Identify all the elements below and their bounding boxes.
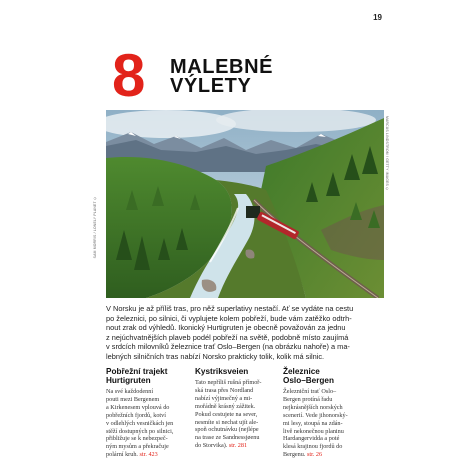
- column-hurtigruten: [106, 367, 186, 459]
- page-number: 19: [373, 13, 382, 22]
- photo-credit-left: SAM MORRIS / LONELY PLANET ©: [93, 196, 97, 259]
- body-line: Bergenu.: [283, 451, 306, 459]
- intro-line: nout zrak od výhledů. Ikonický Hurtigruten je obecně považován za jednu: [106, 323, 346, 333]
- body-line: Na své každodenní: [106, 388, 154, 395]
- body-line: Hardangervidda a poté: [283, 435, 340, 443]
- intro-line: po železnici, po silnici, či vyplujete kolem pobřeží, bude vám zatěžko odtrh-: [106, 313, 352, 323]
- body-line: Železniční trať Oslo–: [283, 388, 337, 395]
- landscape-photo: [106, 110, 384, 298]
- body-line: ská trasa přes Nordland: [195, 386, 254, 394]
- page-reference-link[interactable]: str. 26: [306, 451, 323, 459]
- body-line: Bergen protíná řadu: [283, 395, 333, 403]
- body-line: livě nekonečnou planinu: [283, 427, 344, 435]
- column-kystriksveien: [195, 367, 275, 450]
- body-line: mi lesy, stoupá na zdán-: [283, 419, 343, 427]
- chapter-number: 8: [112, 42, 146, 109]
- body-line: Tato nepříliš rušná přímoř-: [195, 379, 262, 386]
- chapter-title: [170, 58, 273, 96]
- photo-credit-right: MARCUS LINDSTROM / GETTY IMAGES ©: [385, 116, 389, 192]
- heading-line: Oslo–Bergen: [283, 376, 334, 385]
- page-reference-link[interactable]: str. 423: [139, 451, 158, 459]
- intro-paragraph: [106, 304, 384, 362]
- column-body: [195, 379, 275, 450]
- intro-line: V Norsku je až příliš tras, pro něž superlativy nestačí. Ať se vydáte na cestu: [106, 304, 354, 313]
- column-heading: [283, 367, 363, 385]
- heading-line: Pobřežní trajekt: [106, 367, 168, 376]
- body-line: polární kruh.: [106, 451, 138, 459]
- body-line: do Storvika).: [195, 442, 228, 450]
- body-line: v odlehlých vesničkách jen: [106, 419, 174, 427]
- body-line: spoň ochutnávku (nejlépe: [195, 426, 259, 434]
- column-body: [283, 388, 363, 459]
- body-line: a Kirkenesem vplouvá do: [106, 403, 170, 411]
- chapter-title-line: VÝLETY: [170, 75, 252, 97]
- heading-line: Hurtigruten: [106, 376, 151, 385]
- body-line: stěží dostupných po silnici,: [106, 427, 174, 435]
- body-line: pobřežních fjordů, kotví: [106, 411, 166, 419]
- intro-line: v srdcích milovníků železnice trať Oslo–Bergen (na obrázku nahoře) a ma-: [106, 342, 350, 352]
- body-line: scenerií. Vede jihonorský-: [283, 411, 348, 419]
- intro-line: lebných silničních tras nabízí Norsko prakticky tolik, kolik má silnic.: [106, 351, 325, 361]
- heading-line: Železnice: [283, 367, 320, 376]
- heading-line: Kystriksveien: [195, 367, 249, 376]
- body-line: mořádně krásný zážitek.: [195, 402, 256, 410]
- chapter-title-line: MALEBNÉ: [170, 56, 274, 78]
- body-line: přibližuje se k nebezpeč-: [106, 435, 168, 443]
- body-line: nejkrásnějších norských: [283, 403, 343, 411]
- body-line: nesmíte si nechat ujít ale-: [195, 418, 259, 426]
- body-line: ným mysům a překračuje: [106, 443, 169, 451]
- body-line: Pokud cestujete na sever,: [195, 410, 258, 418]
- column-heading: [106, 367, 186, 385]
- body-line: pouti mezi Bergenem: [106, 395, 160, 403]
- intro-line: z nejúchvatnějších plaveb podél pobřeží na světě, podobně místo zaujímá: [106, 332, 349, 342]
- column-oslo-bergen: [283, 367, 363, 459]
- body-line: klesá krajinou fjordů do: [283, 443, 343, 451]
- column-body: [106, 388, 186, 459]
- page-reference-link[interactable]: str. 281: [228, 442, 248, 450]
- body-line: nabízí výjimečný a mi-: [195, 394, 253, 402]
- column-heading: [195, 367, 275, 376]
- body-line: na trase ze Sandnessjøenu: [195, 434, 260, 442]
